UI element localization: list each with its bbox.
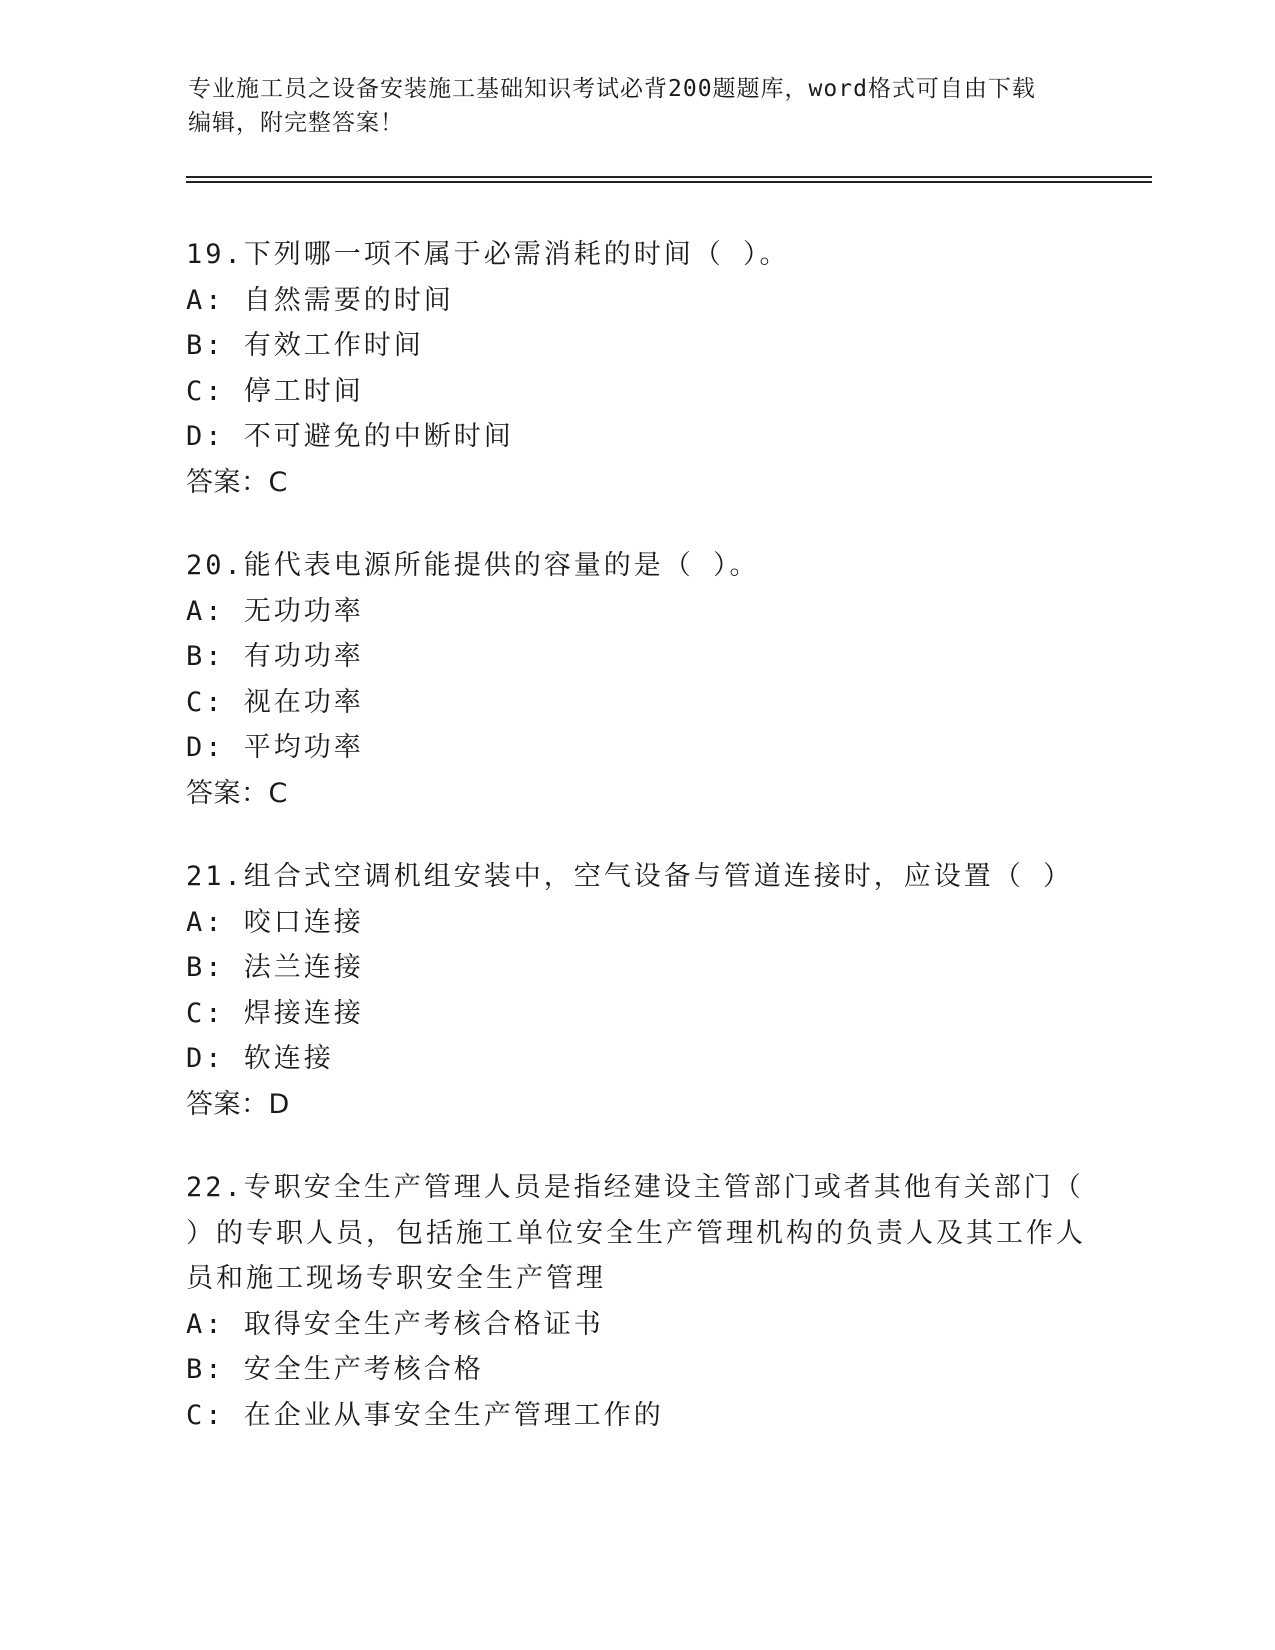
question-stem: ）的专职人员，包括施工单位安全生产管理机构的负责人及其工作人 (186, 1217, 1086, 1249)
option-c: C: 视在功率 (186, 686, 364, 718)
answer: 答案：D (186, 1088, 290, 1120)
question-19 (186, 232, 1066, 505)
option-b: B: 法兰连接 (186, 952, 364, 983)
question-stem: 20.能代表电源所能提供的容量的是（ ）。 (186, 550, 760, 581)
question-21 (186, 854, 1074, 1127)
option-c: C: 在企业从事安全生产管理工作的 (186, 1399, 664, 1431)
option-d: D: 平均功率 (186, 732, 364, 763)
question-stem: 22.专职安全生产管理人员是指经建设主管部门或者其他有关部门（ (186, 1172, 1084, 1203)
option-a: A: 取得安全生产考核合格证书 (186, 1308, 604, 1340)
header-line: 专业施工员之设备安装施工基础知识考试必背200题题库，word格式可自由下载 (188, 76, 1036, 102)
header-divider (186, 176, 1152, 178)
header-divider (186, 181, 1152, 183)
question-22 (186, 1165, 1086, 1438)
question-stem: 员和施工现场专职安全生产管理 (186, 1263, 606, 1294)
answer: 答案：C (186, 777, 288, 809)
document-header (188, 72, 1068, 140)
option-a: A: 自然需要的时间 (186, 284, 454, 316)
option-b: B: 安全生产考核合格 (186, 1354, 484, 1385)
question-list (186, 232, 1086, 1476)
option-a: A: 咬口连接 (186, 906, 364, 938)
question-stem: 19.下列哪一项不属于必需消耗的时间（ ）。 (186, 239, 790, 270)
question-20 (186, 543, 1066, 816)
option-b: B: 有效工作时间 (186, 330, 424, 361)
option-c: C: 焊接连接 (186, 997, 364, 1029)
option-a: A: 无功功率 (186, 595, 364, 627)
option-c: C: 停工时间 (186, 375, 364, 407)
option-d: D: 不可避免的中断时间 (186, 421, 514, 452)
header-line: 编辑，附完整答案！ (188, 110, 404, 136)
option-b: B: 有功功率 (186, 641, 364, 672)
option-d: D: 软连接 (186, 1043, 334, 1074)
question-stem: 21.组合式空调机组安装中，空气设备与管道连接时，应设置（ ） (186, 861, 1074, 892)
answer: 答案：C (186, 466, 288, 498)
